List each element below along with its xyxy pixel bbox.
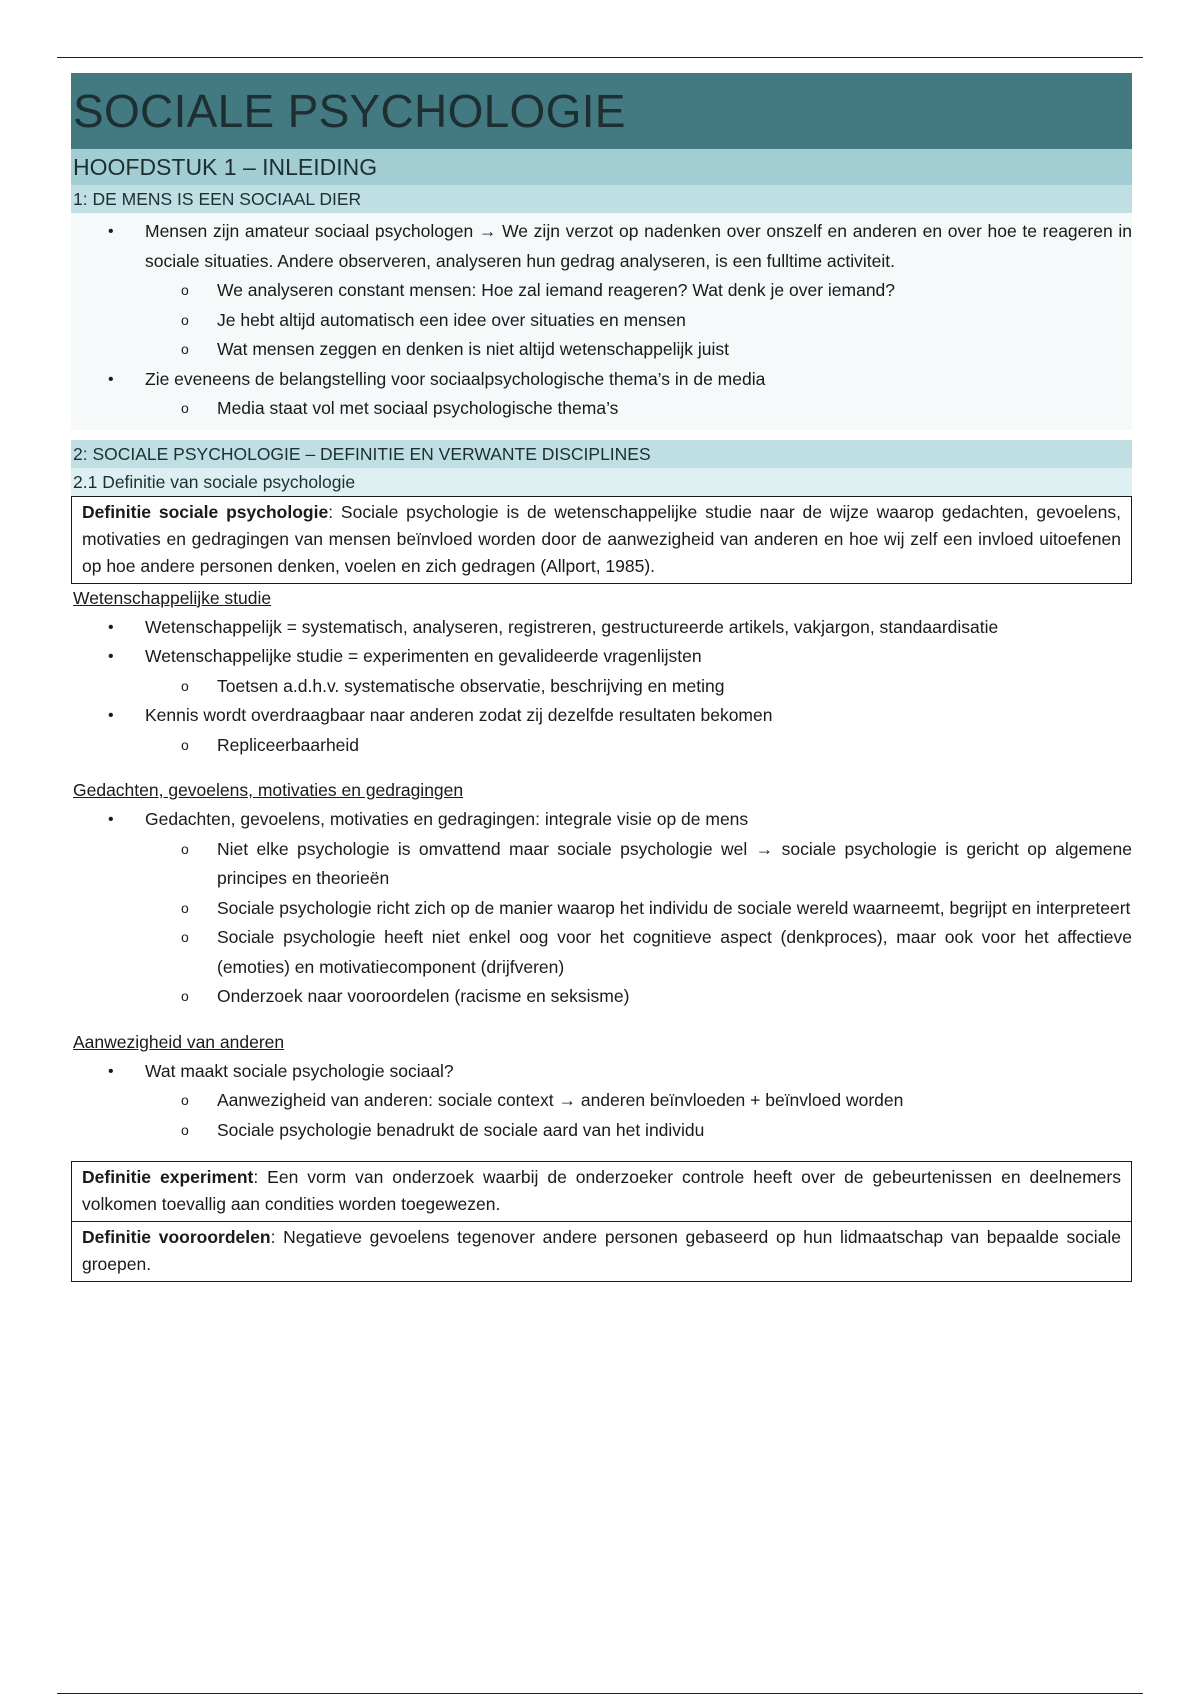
chapter-heading: HOOFDSTUK 1 – INLEIDING bbox=[71, 149, 1132, 185]
sub-list-item bbox=[71, 672, 1132, 702]
definition-box-vooroordelen bbox=[71, 1222, 1132, 1282]
definition-text: : Negatieve gevoelens tegenover andere personen gebaseerd op hun lidmaatschap van bepaalde sociale groepen. bbox=[82, 1227, 1121, 1274]
section-1-list bbox=[71, 217, 1132, 424]
sub-bullet-marker: o bbox=[181, 311, 189, 328]
definition-term: Definitie sociale psychologie bbox=[82, 501, 329, 522]
page-title: SOCIALE PSYCHOLOGIE bbox=[71, 73, 1132, 149]
definition-box bbox=[71, 496, 1132, 584]
definition-text: : Een vorm van onderzoek waarbij de onderzoeker controle heeft over de gebeurtenissen en deelnemers volkomen toevallig aan condities worden toegewezen. bbox=[82, 1167, 1121, 1214]
list-item-text: Kennis wordt overdraagbaar naar anderen zodat zij dezelfde resultaten bekomen bbox=[145, 705, 773, 725]
definition-term: Definitie experiment bbox=[82, 1167, 254, 1187]
subsection-title: Gedachten, gevoelens, motivaties en gedragingen bbox=[73, 780, 464, 800]
list-item-text: Wetenschappelijk = systematisch, analyseren, registreren, gestructureerde artikels, vakjargon, standaardisatie bbox=[145, 616, 999, 637]
sub-item-text: Wat mensen zeggen en denken is niet altijd wetenschappelijk juist bbox=[217, 339, 730, 359]
sub-list-item bbox=[71, 335, 1132, 365]
bullet-marker: • bbox=[108, 1062, 114, 1080]
sub-list-item bbox=[71, 1086, 1132, 1116]
list-item bbox=[71, 365, 1132, 395]
sub-bullet-marker: o bbox=[181, 400, 189, 416]
list-item-text: Wat maakt sociale psychologie sociaal? bbox=[145, 1060, 454, 1081]
section-1-heading: 1: DE MENS IS EEN SOCIAAL DIER bbox=[71, 185, 1132, 213]
sub-list-item bbox=[71, 982, 1132, 1012]
bullet-marker: • bbox=[108, 370, 114, 388]
wetenschappelijk-list bbox=[71, 613, 1132, 761]
top-rule bbox=[57, 57, 1143, 58]
sub-bullet-marker: o bbox=[181, 341, 189, 357]
sub-bullet-marker: o bbox=[181, 840, 189, 857]
list-item bbox=[71, 613, 1132, 643]
list-item-text: Gedachten, gevoelens, motivaties en gedragingen: integrale visie op de mens bbox=[145, 809, 749, 829]
list-item-text: Mensen zijn amateur sociaal psychologen → We zijn verzot op nadenken over onszelf en anderen en over hoe te reageren in sociale situaties. Andere observeren, analyseren hun gedrag analyseren, is een fulltime activiteit. bbox=[145, 221, 1132, 271]
sub-item-text: We analyseren constant mensen: Hoe zal iemand reageren? Wat denk je over iemand? bbox=[217, 280, 896, 300]
bullet-marker: • bbox=[108, 648, 114, 665]
subsection-title: Wetenschappelijke studie bbox=[73, 587, 272, 608]
section-2-1-heading: 2.1 Definitie van sociale psychologie bbox=[71, 468, 1132, 496]
sub-list-item bbox=[71, 276, 1132, 306]
subsection-title: Aanwezigheid van anderen bbox=[73, 1031, 285, 1052]
sub-item-text: Toetsen a.d.h.v. systematische observatie, beschrijving en meting bbox=[217, 675, 725, 696]
sub-bullet-marker: o bbox=[181, 736, 189, 753]
list-item bbox=[71, 701, 1132, 731]
section-2-heading: 2: SOCIALE PSYCHOLOGIE – DEFINITIE EN VERWANTE DISCIPLINES bbox=[71, 440, 1132, 468]
definition-box-experiment bbox=[71, 1161, 1132, 1222]
aanwezigheid-list bbox=[71, 1057, 1132, 1146]
sub-item-text: Repliceerbaarheid bbox=[217, 734, 360, 755]
sub-list-item bbox=[71, 731, 1132, 761]
bullet-marker: • bbox=[108, 811, 114, 828]
bullet-marker: • bbox=[108, 707, 114, 724]
sub-bullet-marker: o bbox=[181, 1092, 189, 1108]
sub-list-item bbox=[71, 894, 1132, 924]
sub-list-item bbox=[71, 835, 1132, 894]
sub-item-text: Sociale psychologie richt zich op de manier waarop het individu de sociale wereld waarneemt, begrijpt en interpreteert bbox=[217, 897, 1131, 918]
sub-bullet-marker: o bbox=[181, 929, 189, 945]
sub-item-text: Sociale psychologie benadrukt de sociale aard van het individu bbox=[217, 1119, 705, 1140]
list-item bbox=[71, 805, 1132, 835]
document-page bbox=[71, 73, 1132, 1282]
sub-list-item bbox=[71, 394, 1132, 424]
list-item bbox=[71, 1057, 1132, 1087]
list-item-text: Wetenschappelijke studie = experimenten en gevalideerde vragenlijsten bbox=[145, 646, 702, 666]
sub-bullet-marker: o bbox=[181, 899, 189, 916]
bullet-marker: • bbox=[108, 618, 114, 636]
sub-bullet-marker: o bbox=[181, 1121, 189, 1138]
definition-term: Definitie vooroordelen bbox=[82, 1227, 271, 1247]
list-item bbox=[71, 217, 1132, 276]
sub-item-text: Onderzoek naar vooroordelen (racisme en seksisme) bbox=[217, 986, 630, 1006]
sub-list-item bbox=[71, 1116, 1132, 1146]
sub-item-text: Je hebt altijd automatisch een idee over situaties en mensen bbox=[217, 309, 686, 330]
sub-bullet-marker: o bbox=[181, 282, 189, 298]
gedachten-list bbox=[71, 805, 1132, 1012]
sub-item-text: Aanwezigheid van anderen: sociale context → anderen beïnvloeden + beïnvloed worden bbox=[217, 1090, 904, 1110]
sub-item-text: Sociale psychologie heeft niet enkel oog voor het cognitieve aspect (denkproces), maar ook voor het affectieve (emoties) en motivatiecomponent (drijfveren) bbox=[217, 927, 1132, 977]
bullet-marker: • bbox=[108, 223, 114, 240]
sub-list-item bbox=[71, 923, 1132, 982]
sub-item-text: Media staat vol met sociaal psychologische thema’s bbox=[217, 398, 619, 418]
list-item-text: Zie eveneens de belangstelling voor sociaalpsychologische thema’s in de media bbox=[145, 368, 766, 389]
sub-bullet-marker: o bbox=[181, 677, 189, 694]
definition-text: : Sociale psychologie is de wetenschappelijke studie naar de wijze waarop gedachten, gevoelens, motivaties en gedragingen van mensen beïnvloed worden door de aanwezigheid van anderen en hoe wij zelf een invloed uitoefenen op hoe andere personen denken, voelen en zich gedragen (Allport, 1985). bbox=[82, 501, 1121, 576]
bottom-rule bbox=[57, 1693, 1143, 1694]
section-1-body bbox=[71, 213, 1132, 430]
list-item bbox=[71, 642, 1132, 672]
sub-bullet-marker: o bbox=[181, 988, 189, 1004]
sub-item-text: Niet elke psychologie is omvattend maar sociale psychologie wel → sociale psychologie is gericht op algemene principes en theorieën bbox=[217, 838, 1132, 888]
sub-list-item bbox=[71, 306, 1132, 336]
